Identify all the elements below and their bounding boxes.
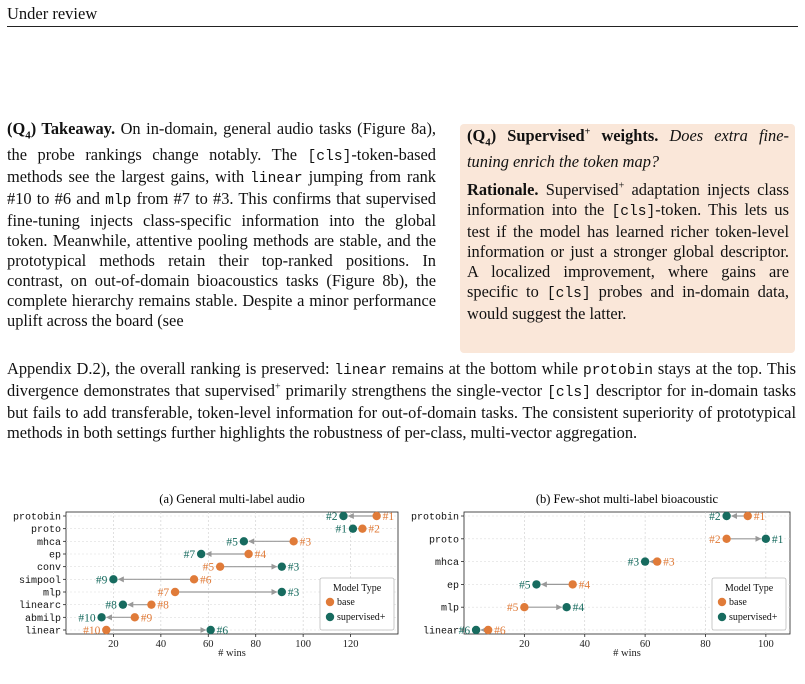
y-tick-label: protobin bbox=[410, 512, 459, 524]
x-tick-label: 100 bbox=[757, 639, 774, 650]
legend-entry-supervised: supervised+ bbox=[729, 612, 778, 623]
y-tick-label: ep bbox=[48, 550, 61, 562]
supervised-rank-label: #6 bbox=[216, 625, 229, 637]
base-point bbox=[171, 588, 179, 596]
legend-entry-supervised: supervised+ bbox=[337, 612, 386, 623]
y-tick-label: linearc bbox=[18, 601, 61, 613]
supervised-rank-label: #4 bbox=[572, 602, 585, 615]
x-axis-label: # wins bbox=[613, 648, 641, 659]
base-point bbox=[744, 512, 752, 520]
base-rank-label: #10 bbox=[83, 625, 101, 637]
base-point bbox=[520, 603, 528, 611]
y-tick-label: mhca bbox=[36, 537, 61, 549]
supervised-point bbox=[472, 626, 480, 634]
chart-panel-a bbox=[13, 492, 398, 659]
base-rank-label: #5 bbox=[506, 602, 519, 615]
supervised-point bbox=[562, 603, 570, 611]
legend-title: Model Type bbox=[332, 583, 382, 594]
supervised-rank-label: #6 bbox=[458, 625, 471, 637]
chart-title: (a) General multi-label audio bbox=[159, 492, 305, 506]
supervised-rank-label: #7 bbox=[183, 549, 196, 561]
base-rank-label: #3 bbox=[663, 556, 675, 569]
figure-8 bbox=[0, 484, 805, 684]
supervised-rank-label: #3 bbox=[627, 556, 640, 569]
legend-title: Model Type bbox=[724, 583, 774, 594]
y-tick-label: proto bbox=[428, 535, 459, 547]
base-rank-label: #5 bbox=[202, 561, 215, 574]
base-rank-label: #7 bbox=[157, 587, 170, 599]
x-tick-label: 60 bbox=[639, 639, 651, 650]
chart-panel-b bbox=[411, 492, 790, 659]
base-point bbox=[131, 613, 139, 621]
base-rank-label: #6 bbox=[494, 625, 506, 637]
y-tick-label: ep bbox=[446, 580, 459, 592]
supervised-point bbox=[119, 600, 127, 608]
base-rank-label: #6 bbox=[200, 574, 212, 587]
legend-marker-supervised bbox=[326, 613, 334, 621]
legend-marker-base bbox=[326, 598, 334, 606]
y-tick-label: conv bbox=[36, 563, 61, 575]
x-tick-label: 20 bbox=[108, 639, 119, 650]
legend-marker-base bbox=[718, 598, 726, 606]
base-rank-label: #4 bbox=[578, 579, 591, 592]
y-tick-label: abmilp bbox=[24, 613, 61, 625]
supervised-rank-label: #1 bbox=[335, 523, 347, 536]
base-point bbox=[484, 626, 492, 634]
x-tick-label: 80 bbox=[700, 639, 711, 650]
y-tick-label: mlp bbox=[42, 588, 61, 600]
supervised-point bbox=[349, 524, 357, 532]
supervised-point bbox=[278, 562, 286, 570]
base-point bbox=[244, 550, 252, 558]
supervised-point bbox=[197, 550, 205, 558]
x-tick-label: 80 bbox=[250, 639, 261, 650]
base-point bbox=[190, 575, 198, 583]
supervised-point bbox=[97, 613, 105, 621]
y-tick-label: proto bbox=[30, 525, 61, 537]
base-rank-label: #8 bbox=[157, 599, 169, 612]
base-point bbox=[289, 537, 297, 545]
supervised-point bbox=[206, 626, 214, 634]
supervised-rank-label: #8 bbox=[105, 599, 117, 612]
base-point bbox=[722, 535, 730, 543]
legend-entry-base: base bbox=[337, 597, 355, 608]
x-tick-label: 40 bbox=[579, 639, 590, 650]
y-tick-label: mhca bbox=[434, 558, 459, 570]
supervised-rank-label: #2 bbox=[709, 511, 721, 523]
x-tick-label: 100 bbox=[295, 639, 312, 650]
running-header: Under review bbox=[7, 4, 98, 23]
supervised-rank-label: #5 bbox=[226, 536, 238, 549]
base-rank-label: #2 bbox=[368, 523, 380, 536]
x-tick-label: 60 bbox=[203, 639, 214, 650]
supervised-rank-label: #9 bbox=[95, 574, 108, 587]
header-rule bbox=[7, 26, 798, 27]
base-point bbox=[568, 580, 576, 588]
base-rank-label: #1 bbox=[382, 511, 395, 523]
supervised-rank-label: #3 bbox=[287, 561, 300, 574]
x-tick-label: 20 bbox=[519, 639, 530, 650]
base-point bbox=[147, 600, 155, 608]
supervised-rank-label: #5 bbox=[518, 579, 531, 592]
base-point bbox=[102, 626, 110, 634]
y-tick-label: linear bbox=[422, 626, 459, 638]
rationale-paragraph: Rationale. Supervised+ adaptation injects class information into the [cls]-token. This lets us test if the model has learned richer token-level information or just a stronger global descriptor. A localized improvement, where gains are specific to [cls] probes and in-domain data, would suggest the latter. bbox=[467, 180, 789, 324]
supervised-rank-label: #3 bbox=[287, 587, 300, 599]
supervised-point bbox=[339, 512, 347, 520]
base-rank-label: #1 bbox=[753, 511, 766, 523]
question-box bbox=[460, 124, 795, 353]
base-rank-label: #4 bbox=[254, 549, 267, 561]
supervised-rank-label: #2 bbox=[325, 511, 338, 523]
supervised-rank-label: #1 bbox=[771, 533, 784, 546]
x-axis-label: # wins bbox=[218, 648, 246, 659]
supervised-rank-label: #10 bbox=[78, 612, 96, 625]
y-tick-label: mlp bbox=[440, 603, 459, 615]
supervised-point bbox=[278, 588, 286, 596]
supervised-point bbox=[240, 537, 248, 545]
base-point bbox=[372, 512, 380, 520]
chart-title: (b) Few-shot multi-label bioacoustic bbox=[535, 492, 719, 506]
question-title: $(Q_4)$ Supervised+ weights. Does extra fine-tuning enrich the token map? bbox=[467, 126, 789, 172]
legend-entry-base: base bbox=[729, 597, 747, 608]
supervised-point bbox=[762, 535, 770, 543]
base-rank-label: #3 bbox=[299, 536, 312, 549]
base-rank-label: #2 bbox=[709, 533, 721, 546]
y-tick-label: protobin bbox=[12, 512, 61, 524]
x-tick-label: 40 bbox=[155, 639, 167, 650]
legend-marker-supervised bbox=[718, 613, 726, 621]
supervised-point bbox=[722, 512, 730, 520]
supervised-point bbox=[641, 557, 649, 565]
supervised-point bbox=[109, 575, 117, 583]
takeaway-paragraph: $(Q_4)$ Takeaway. On in-domain, general audio tasks (Figure 8a), the probe rankings change notably. The [cls]-token-based methods see the largest gains, with linear jumping from rank #10 to #6 and mlp from #7 to #3. This confirms that supervised fine-tuning injects class-specific information into the global token. Meanwhile, attentive pooling methods are stable, and the prototypical methods retain their top-ranked positions. In contrast, on out-of-domain bioacoustics tasks (Figure 8b), the complete hierarchy remains stable. Despite a minor performance uplift across the board (see bbox=[7, 119, 436, 331]
x-tick-label: 120 bbox=[342, 639, 359, 650]
y-tick-label: linear bbox=[24, 626, 61, 638]
base-point bbox=[216, 562, 224, 570]
y-tick-label: simpool bbox=[18, 575, 61, 587]
base-point bbox=[653, 557, 661, 565]
continuation-paragraph: Appendix D.2), the overall ranking is preserved: linear remains at the bottom while protobin stays at the top. This divergence demonstrates that supervised+ primarily strengthens the single-vector [cls] descriptor for in-domain tasks but fails to add transferable, token-level information for out-of-domain tasks. The consistent superiority of prototypical methods in both settings further highlights the robustness of per-class, multi-vector aggregation. bbox=[7, 359, 797, 442]
takeaway-heading: Takeaway. bbox=[41, 119, 116, 138]
base-point bbox=[358, 524, 366, 532]
supervised-point bbox=[532, 580, 540, 588]
base-rank-label: #9 bbox=[140, 612, 153, 625]
